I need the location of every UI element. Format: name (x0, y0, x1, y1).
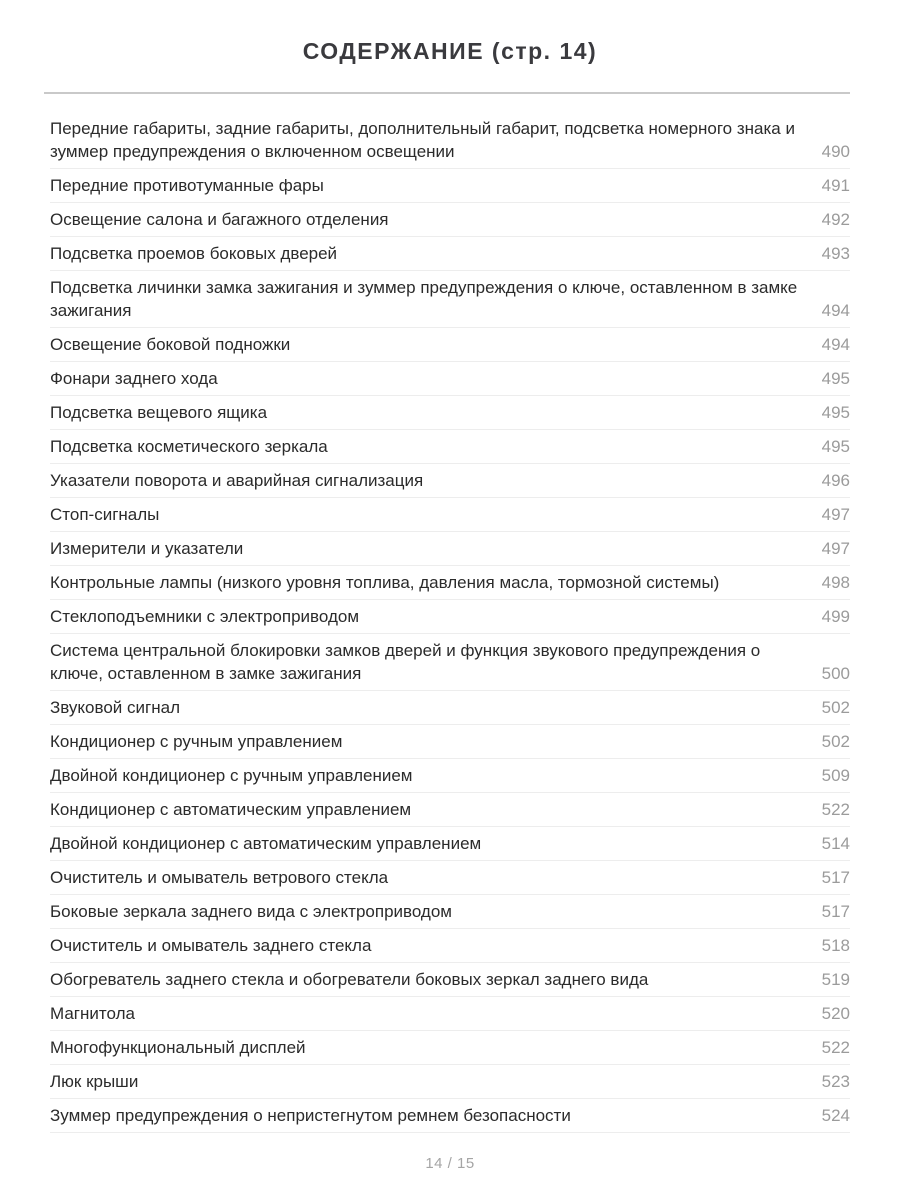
toc-entry-row[interactable] (50, 566, 850, 600)
toc-entry-page-number: 495 (821, 437, 850, 456)
toc-entry-label: Передние противотуманные фары (50, 176, 324, 195)
toc-entry-label: Подсветка вещевого ящика (50, 403, 268, 422)
toc-entry-label: Звуковой сигнал (50, 698, 180, 717)
toc-list (50, 112, 850, 1133)
toc-entry-row[interactable] (50, 759, 850, 793)
toc-entry-label: Магнитола (50, 1004, 135, 1023)
header-rule-divider (44, 92, 850, 94)
toc-entry-label: Подсветка личинки замка зажигания и зуммер предупреждения о ключе, оставленном в замке зажигания (50, 278, 798, 320)
toc-entry-page-number: 491 (821, 176, 850, 195)
toc-entry-page-number: 494 (821, 301, 850, 320)
toc-entry-label: Передние габариты, задние габариты, дополнительный габарит, подсветка номерного знака и зуммер предупреждения о включенном освещении (50, 119, 795, 161)
page-title: СОДЕРЖАНИЕ (стр. 14) (302, 38, 598, 64)
toc-entry-page-number: 495 (821, 403, 850, 422)
toc-entry-row[interactable] (50, 963, 850, 997)
toc-entry-row[interactable] (50, 169, 850, 203)
toc-entry-page-number: 524 (821, 1106, 850, 1125)
toc-entry-row[interactable] (50, 725, 850, 759)
toc-entry-label: Указатели поворота и аварийная сигнализация (50, 471, 424, 490)
toc-entry-row[interactable] (50, 691, 850, 725)
toc-entry-row[interactable] (50, 1031, 850, 1065)
toc-entry-label: Фонари заднего хода (50, 369, 218, 388)
toc-entry-page-number: 499 (821, 607, 850, 626)
toc-entry-label: Двойной кондиционер с ручным управлением (50, 766, 413, 785)
toc-entry-row[interactable] (50, 112, 850, 169)
toc-entry-page-number: 495 (821, 369, 850, 388)
toc-entry-row[interactable] (50, 895, 850, 929)
toc-entry-page-number: 514 (821, 834, 850, 853)
toc-entry-row[interactable] (50, 362, 850, 396)
toc-entry-label: Боковые зеркала заднего вида с электроприводом (50, 902, 452, 921)
toc-entry-page-number: 490 (821, 142, 850, 161)
toc-entry-row[interactable] (50, 203, 850, 237)
toc-entry-label: Стеклоподъемники с электроприводом (50, 607, 360, 626)
toc-entry-page-number: 519 (821, 970, 850, 989)
toc-entry-row[interactable] (50, 328, 850, 362)
toc-entry-row[interactable] (50, 430, 850, 464)
toc-entry-page-number: 493 (821, 244, 850, 263)
toc-entry-label: Подсветка косметического зеркала (50, 437, 328, 456)
toc-entry-label: Обогреватель заднего стекла и обогреватели боковых зеркал заднего вида (50, 970, 649, 989)
toc-entry-label: Измерители и указатели (50, 539, 244, 558)
toc-entry-label: Система центральной блокировки замков дверей и функция звукового предупреждения о ключе, оставленном в замке зажигания (50, 641, 761, 683)
toc-entry-page-number: 502 (821, 698, 850, 717)
toc-entry-page-number: 522 (821, 800, 850, 819)
toc-entry-label: Освещение боковой подножки (50, 335, 291, 354)
toc-entry-page-number: 517 (821, 868, 850, 887)
toc-entry-page-number: 502 (821, 732, 850, 751)
toc-entry-label: Кондиционер с автоматическим управлением (50, 800, 412, 819)
toc-entry-row[interactable] (50, 600, 850, 634)
toc-entry-label: Двойной кондиционер с автоматическим управлением (50, 834, 482, 853)
toc-entry-label: Освещение салона и багажного отделения (50, 210, 389, 229)
toc-entry-page-number: 496 (821, 471, 850, 490)
toc-entry-page-number: 509 (821, 766, 850, 785)
toc-entry-row[interactable] (50, 464, 850, 498)
toc-entry-label: Очиститель и омыватель ветрового стекла (50, 868, 389, 887)
toc-entry-row[interactable] (50, 1099, 850, 1133)
toc-entry-page-number: 520 (821, 1004, 850, 1023)
toc-entry-page-number: 497 (821, 505, 850, 524)
toc-entry-label: Стоп-сигналы (50, 505, 160, 524)
toc-entry-label: Контрольные лампы (низкого уровня топлива, давления масла, тормозной системы) (50, 573, 720, 592)
toc-entry-row[interactable] (50, 1065, 850, 1099)
toc-entry-label: Люк крыши (50, 1072, 139, 1091)
toc-entry-row[interactable] (50, 532, 850, 566)
toc-entry-page-number: 523 (821, 1072, 850, 1091)
toc-entry-label: Многофункциональный дисплей (50, 1038, 306, 1057)
toc-entry-label: Зуммер предупреждения о непристегнутом ремнем безопасности (50, 1106, 571, 1125)
toc-entry-row[interactable] (50, 271, 850, 328)
toc-entry-page-number: 498 (821, 573, 850, 592)
toc-entry-row[interactable] (50, 237, 850, 271)
toc-entry-row[interactable] (50, 634, 850, 691)
toc-entry-page-number: 494 (821, 335, 850, 354)
toc-entry-row[interactable] (50, 997, 850, 1031)
toc-entry-page-number: 497 (821, 539, 850, 558)
toc-entry-label: Кондиционер с ручным управлением (50, 732, 343, 751)
toc-entry-row[interactable] (50, 498, 850, 532)
toc-entry-page-number: 517 (821, 902, 850, 921)
toc-entry-row[interactable] (50, 861, 850, 895)
toc-entry-row[interactable] (50, 929, 850, 963)
page-indicator: 14 / 15 (425, 1155, 475, 1172)
toc-entry-row[interactable] (50, 827, 850, 861)
toc-entry-page-number: 492 (821, 210, 850, 229)
toc-entry-row[interactable] (50, 793, 850, 827)
toc-entry-label: Подсветка проемов боковых дверей (50, 244, 338, 263)
toc-entry-page-number: 500 (821, 664, 850, 683)
toc-entry-page-number: 518 (821, 936, 850, 955)
toc-entry-label: Очиститель и омыватель заднего стекла (50, 936, 372, 955)
toc-entry-page-number: 522 (821, 1038, 850, 1057)
toc-entry-row[interactable] (50, 396, 850, 430)
